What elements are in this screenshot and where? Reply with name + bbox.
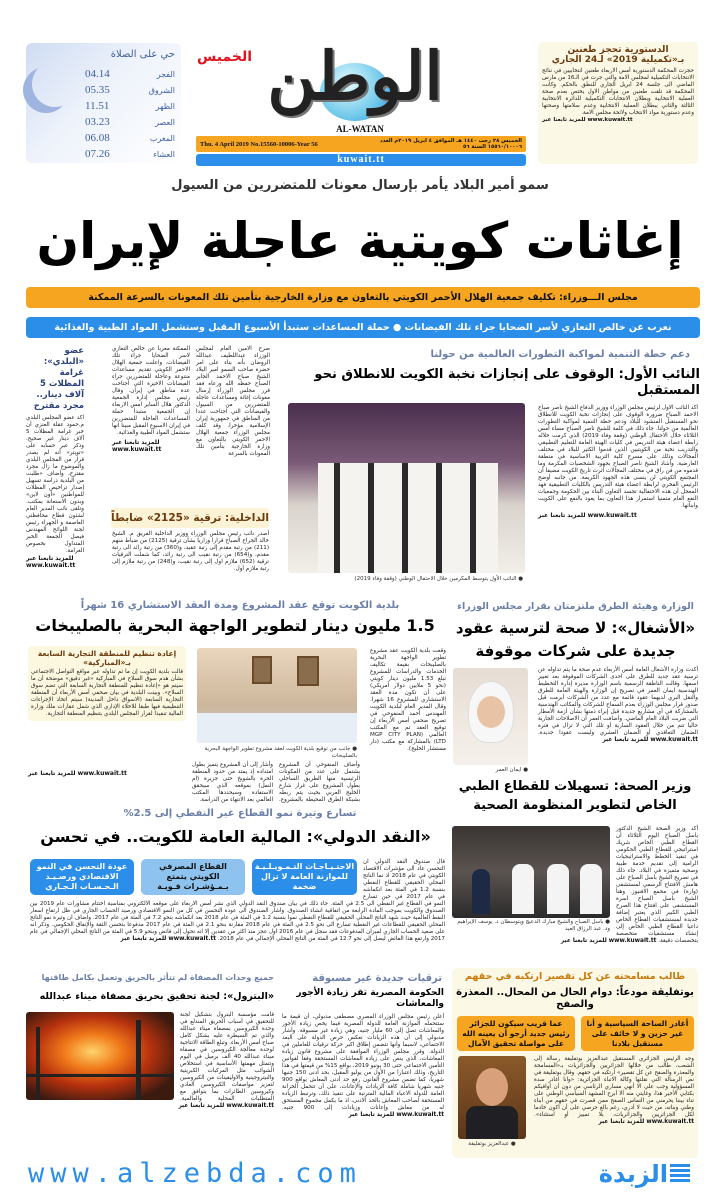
health-headline-1: وزير الصحة: تسهيلات للقطاع الطبي bbox=[458, 779, 692, 794]
deputy-body-block bbox=[538, 405, 698, 519]
prayer-row bbox=[85, 114, 175, 130]
imf-body: قال صندوق النقد الدولي ان التحسن عاد الى مؤشرات الاقتصاد الكويتي في عام 2018 اذ نما الناتج المحلي الحقيقي للقطاع النفطي بنسبة 1.2 في المئة بعد انكماشه في عام 2017 في حين تسارع النمو في القطاع غير النفطي الى 2.5 في المئة. جاء ذلك في بيان صندوق النقد الدولي الذي نشر أمس الاربعاء على موقعه الالكتروني بمناسبة اختتام مشاورات عام 2019 بين الصندوق والكويت بموجب المادة الرابعة من اتفاقية انشاء الصندوق. واشار الصندوق الى عودة التحسن في كل من النمو الاقتصادي ورصيد الحساب الجاري في ظل ارتفاع اسعار النفط العالمية حيث شهد الناتج المحلي الحقيقي للقطاع النفطي نموا بنسبة 1.2 في المئة في عام 2018 بعد انكماشه بنحو 7.2 في المئة في عام 2017. واضاف ان وتيرة نمو الناتج المحلي الحقيقي للقطاعات غير النفطية تسارع الى نحو 2.5 في المئة في عام 2018 مقارنة بنحو 2.1 في المئة في عام 2017 مدفوعا بتحسن الثقة والإنفاق الحكومي. وذكر انه على صعيد الحساب الجاري لميزان المدفوعات فقد سجل في عام 2016 اول عجز منذ اكثر من عقدين إلا انه تحول إلى فائض وبنحو 5.9 في المئة من الناتج المحلي الإجمالي في عام 2017 وارتفع هذا الفائض ليصل إلى نحو 12.7 في المئة من الناتج المحلي الإجمالي في عام 2018. bbox=[29, 859, 446, 942]
mubarakiya-title: إعادة تنظيم للمنطقة التجارية السابعة بـ«المباركية» bbox=[37, 649, 177, 667]
more-link[interactable]: للمزيد تابعنا عبر www.kuwait.tt bbox=[560, 938, 657, 944]
more-link[interactable]: للمزيد تابعنا عبر www.kuwait.tt bbox=[538, 512, 637, 519]
mubarakiya-body: قالت بلدية الكويت إن ما تم تداوله عبر مواقع التواصل الاجتماعي بشأن هدم سوق السلاح في المباركية «غير دقيق» موضحة أن ما سيتم هو «إعادة تنظيم للمنطقة التجارية السابعة التي تضم سوق السلاح». وبينت البلدية في بيان صحفي أمس الأربعاء أن المنطقة التجارية السابعة (الاسواق داخل المدينة) سيتم اتخاذ الإجراءات التنظيمية فيها طبقا للاخلاء الإداري الذي شمل عقارات ملك وزارة المالية تنفيذا لقرار المجلس البلدي بتنظيم المنطقة التجارية. bbox=[31, 669, 183, 717]
deputy-kicker: دعم خطة التنمية لمواكبة التطورات العالمية من حولنا bbox=[430, 349, 690, 360]
interior-box bbox=[111, 508, 269, 528]
refinery-body: قامت مؤسسة البترول بتشكيل لجنة للتحقيق في أسباب الحريق المندلع في وحدة الكيروسين بمصفاة ميناء عبدالله والذي تم السيطرة عليه بشكل كامل صباح أمس الأربعاء. وتبلغ الطاقة الانتاجية لوحدة معالجة الكيروسين في مصفاة ميناء عبدالله 40 ألف برميل في اليوم وتتمثل مهمتها الأساسية في استخلاص الشوائب مثل المركبات الكبريتية والنيتروجينية والاوليفينات من الكيروسين لتعزيز مواصفات الكيروسين العادي وكيروسين الطائرات بما يتوافق مع المتطلبات المحلية والعالمية. bbox=[180, 1012, 274, 1102]
lead-headline: إغاثات كويتية عاجلة لإيران bbox=[36, 212, 684, 270]
works-body-block bbox=[538, 667, 698, 744]
waterfront-caption: ● جانب من توقيع بلدية الكويت لعقد مشروع تطوير الواجهة البحرية بالصليبخات bbox=[204, 746, 357, 759]
egypt-story bbox=[282, 1014, 444, 1119]
waterfront-body-2: وأضاف المنفوحي أن المشروع يشتمل على عدد من المكونات الرئيسية منها الطريق الساحلي بطول المشروع على غرار شارع الخليج العربي بحيث يتم ربطه بشبكة الطرق المحيطة بالمشروع. وأشار إلى أن المشروع يتميز بطول امتداده إذ يمتد من حدود المنطقة الحرة بالشويخ حتى جزيرة (ام النمل) بموقعه الذي سيحقق الاستفادة وسيحددها المكتب العالمي بعد الانتهاء من الدراسة. bbox=[192, 762, 360, 803]
prayer-time: 05.35 bbox=[85, 84, 110, 96]
works-body: أكدت وزارة الأشغال العامة أمس الأربعاء عدم صحة ما يتم تداوله عن ترسية عقد جديد للطرق على احدى الشركات الموقوفة بعد تغيير اسمها. وقالت الناطقة الرسمية باسم الوزارة مديرة إدارة التخطيط الهندسية ايمان العمر في تصريح إن الوزارة والهيئة العامة للطرق والنقل البري لديهما عقود قائمة مع عدد من الشركات أبرمت قبل صدور قرار مجلس الوزراء بعدم السماح للشركات والمكاتب الهندسية بالمشاركة في أي مشاريع جديدة قبل إبراء ذمتها بشأن أزمة الأمطار التي ضربت البلاد العام الماضي. وأضافت العمر أن الاصلاحات الجارية حاليا تتم من خلال العقود السارية أو تلك التي لا تزال في فترة الضمان التعاقدي أو الضمان العشري وليست عقودا جديدة. bbox=[538, 667, 698, 736]
date-bar bbox=[196, 136, 526, 152]
works-caption: ● ايمان العمر bbox=[495, 767, 528, 773]
prayer-name: العصر bbox=[155, 117, 175, 127]
more-link[interactable]: للمزيد تابعنا عبر www.kuwait.tt bbox=[602, 737, 698, 743]
moon-icon bbox=[32, 61, 78, 107]
lead-subheadline: سمو أمير البلاد يأمر بإرسال معونات للمتضررين من السيول bbox=[171, 178, 549, 193]
imf-kicker: تسارع وتيرة نمو القطاع غير النفطي إلى 2.5% bbox=[123, 808, 357, 819]
more-link[interactable]: للمزيد تابعنا عبر www.kuwait.tt bbox=[348, 1112, 444, 1118]
bouteflika-body: وجه الرئيس الجزائري المستقيل عبدالعزيز بوتفليقة رسالة إلى الشعب، طالب من خلالها الجزائريين والجزائريات بـ«المسامحة والمعذرة والصفح عن كل تقصير» ارتكبه في حقهم. وقال بوتفليقة في نص الرسالة التي نقلتها وكالة الانباء الجزائرية: «وانا اغادر سدة المسؤولية وجب علي الا أنهي مساري الرئاسي من دون أن أوافيكم بكتابي الأخير هذا، وغايتي منه ألا أبرح المشهد السياسي الوطني على تناء بيننا يحرمني من التماس الصفح ممن قصرت في حقهم من أبناء وطني وبناته، من حيث لا أدري، رغم بالغ حرصي على أن أكون خادما لكل الجزائريين والجزائريات، بلا تمييز أو استثناء». bbox=[534, 1056, 694, 1118]
waterfront-body-1: وقعت بلدية الكويت عقد مشروع تطوير الواجهة البحرية بالصليبخات بقيمة تكاليف الخدمات والدراسات للمشروع تبلغ 1.53 مليون دينار كويتي (نحو 5 ملايين دولار امريكي) على أن تكون مدة العقد الاستشاري للمشروع 16 شهرا. وقال المدير العام لبلدية الكويت المهندس أحمد المنفوحي في تصريح صحفي أمس الأربعاء إن توقيع العقد تم مع المكتب العالمي (MGP CITY PLAN LTD) بالمشاركة مع مكتب (دار مستشار الخليج). bbox=[370, 648, 446, 752]
imf-boxes bbox=[30, 859, 357, 898]
day-label: الخميس bbox=[197, 49, 253, 65]
more-link[interactable]: للمزيد تابعنا عبر www.kuwait.tt bbox=[542, 116, 633, 123]
date-arabic: الخميس ٢٨ رجب ١٤٤٠ هـ الموافق ٤ ابريل ٢٠١٩م العدد ١٥٥٦٠/١٠٠٠٦ السنة ٥٦ bbox=[379, 137, 522, 150]
mubarakiya-box bbox=[28, 646, 186, 721]
interior-body: أصدر نائب رئيس مجلس الوزراء ووزير الداخلية الفريق م. الشيخ خالد الجراح الصباح قرارا وزاريا بشأن ترقية (2125) من ضباط منهم (211) من رتبة مقدم إلى رتبة عقيد، و(360) من رتبة رائد الى رتبة مقدم، و(654) من رتبة نقيب الى رتبة رائد، كما شملت الترقيات ترقية (652) ملازم اول إلى رتبة نقيب، و(248) من رتبة ملازم إلى رتبة ملازم أول. bbox=[112, 531, 269, 572]
imf-story bbox=[30, 859, 445, 943]
prayer-name: العشاء bbox=[153, 149, 175, 159]
refinery-story bbox=[26, 1012, 274, 1110]
refinery-headline: «البترول»: لجنة تحقيق بحريق مصفاة ميناء عبدالله bbox=[39, 991, 274, 1002]
more-link[interactable]: للمزيد تابعنا عبر www.kuwait.tt bbox=[112, 439, 162, 453]
lead-bar-orange: مجلس الـــوزراء: تكليف جمعية الهلال الأحمر الكويتي بالتعاون مع وزارة الخارجية بتأمين تلك المعونات بالسرعة الممكنة bbox=[26, 287, 700, 308]
bouteflika-quote-1: أغادر الساحة السياسية و أنا غير حزين و لا خائف على مستقبل بلادنا bbox=[581, 1016, 694, 1051]
lead-body-2-block bbox=[112, 346, 190, 453]
imf-box-3: عودة التحسن في النمو الاقتصادي ورصـيـد الـحـسـاب الـجـاري bbox=[30, 859, 134, 895]
health-figure bbox=[452, 826, 610, 932]
site-link[interactable]: kuwait.tt bbox=[196, 154, 526, 166]
bouteflika-story bbox=[534, 1056, 694, 1126]
works-headline-2: جديدة على شركات موقوفة bbox=[475, 642, 676, 660]
works-kicker: الوزارة وهيئة الطرق ملتزمتان بقرار مجلس الوزراء bbox=[457, 601, 694, 612]
latin-title: AL-WATAN bbox=[336, 124, 384, 134]
corner-title: الدستورية تحجز طعنين bbox=[567, 45, 669, 55]
prayer-list bbox=[85, 66, 175, 162]
imf-headline: «النقد الدولي»: المالية العامة للكويت.. في تحسن bbox=[40, 827, 431, 846]
footer-logo-bars-icon bbox=[670, 1164, 690, 1182]
deputy-body: اكد النائب الاول لرئيس مجلس الوزراء ووزير الدفاع الشيخ ناصر صباح الاحمد الصباح ضرورة الوقوف على إنجازات نخبة الكويت للانطلاق نحو المستقبل المنشود للبلاد ودعم خطة التنمية لمواكبة التطورات العالمية من حولنا. جاء ذلك في كلمة للشيخ ناصر الصباح مساء أمس الثلاثاء خلال الاحتفال الوطني (وقفة وفاء 2019) الذي كرمت خلاله رابطة اعضاء هيئة التدريس في كليات الهيئة العامة للتعليم التطبيقي والتدريب نخبة من الكويتيين الذين قدموا الكثير للبلاد في مختلف المجالات وذلك على مسرح كلية التربية الاساسية في منطقة العارضية. وأشاد الشيخ ناصر الصباح بجهود الشخصيات المكرمة وما قدموه من فن راق في مختلف المجالات أثرت تاريخ الكويت مضيفا أن المجتمع الكويتي لن ينسى هذه الجهود الكريمة. من جانبه أوضح الرئيس الفخري لرابطة اعضاء هيئة التدريس بالكليات التطبيقية فهد المعجل أن هذه الاحتفالية تجسد التعاون البناء بين الحكومة وجمعيات النفع العام متمنيا استمرار هذا التعاون بما يعود بالنفع على الكويت وابنائها. bbox=[538, 405, 698, 509]
lead-body-1: صرح الامين العام لمجلس الوزراء عبداللطيف عبدالله الروضان بأنه بناء على امر حضرة صاحب السمو امير البلاد الشيخ صباح الاحمد الجابر الصباح حفظه الله ورعاه فقد قرر مجلس الوزراء إرسال معونات إغاثة ومساعدات عاجلة للمتضررين من السيول والفيضانات التي اجتاحت عددا من المناطق في جمهورية إيران الإسلامية مؤخرا. وقد كلف مجلس الوزراء جمعية الهلال الاحمر الكويتي بالتعاون مع وزارة الخارجية بتأمين تلك المعونات بالسرعة bbox=[196, 346, 270, 457]
prayer-name: الظهر bbox=[155, 101, 175, 111]
prayer-row bbox=[85, 66, 175, 82]
corner-body: حجزت المحكمة الدستورية أمس الاربعاء طعنين انتخابيين في نتائج الانتخابات التكميلية لمجلس الامة والتي جرت في الـ16 من مارس الماضي الى جلسة 24 ابريل الجاري للنطق بالحكم. وكانت المحكمة قد تلقت طعنين من مواطن الاول يختص بعدم صحة العملية الانتخابية وبطلان الانتخابات التكميلية للدائرة الانتخابية الثالثة والثاني ببطلان العملية الانتخابية وعدم سلامتها وصحتها وعدم دستورية مواد الانتخاب ولائحة مجلس الامة. bbox=[542, 67, 694, 116]
date-english: Thu. 4 April 2019 No.15560-10006-Year 56 bbox=[200, 140, 318, 148]
footer-site[interactable]: www.alzebda.com bbox=[28, 1158, 362, 1189]
deputy-headline: النائب الأول: الوقوف على إنجازات نخبة الكويت للانطلاق نحو المستقبل bbox=[314, 367, 700, 398]
prayer-time: 07.26 bbox=[85, 148, 110, 160]
works-photo bbox=[453, 668, 528, 765]
deputy-caption: ● النائب الأول يتوسط المكرمين خلال الاحتفال الوطني (وقفة وفاء 2019) bbox=[354, 576, 523, 582]
footer-logo-text: الزبدة bbox=[598, 1160, 668, 1188]
prayer-time: 11.51 bbox=[85, 100, 110, 112]
masthead-logo bbox=[197, 37, 485, 125]
imf-box-1: الاحتـيـاجـات التـمـويـلـيـة للموازنة العامة لا تزال ضخمة bbox=[252, 859, 357, 895]
prayer-row bbox=[85, 98, 175, 114]
municipal-member-body: اكد عضو المجلس البلدي م.حمود عقلة العنزي أن خبر غرامة المظلات 5 آلاف دينار غير صحيح. وذكر عبر حسابه على «تويتر» أنه لم يصدر قرار من المجلس البلدي والموضوع ما زال مجرد مقترح، وأضاف «طلبت من البلدية دراسة تسهيل إصدار تراخيص المظلات للمواطنين «أون لاين» وبدون الاستعانة بمكتب. وتلقى نائب المدير العام لشئون قطاع محافظتي العاصمة و الجهراء رئيس لجنة اللوائح المهندس فيصل الجمعة الخبر المتداول بخصوص الغرامة. bbox=[26, 415, 84, 554]
prayer-row bbox=[85, 130, 175, 146]
health-caption: ● باسل الصباح والشيخ مبارك الدعيج ويتوسطان د. يوسف الإبراهيم ود. عبد الرزاق العيد bbox=[457, 919, 610, 932]
prayer-name: المغرب bbox=[149, 133, 175, 143]
bouteflika-caption: ● عبدالعزيز بوتفليقة bbox=[468, 1141, 516, 1147]
bouteflika-headline: بوتفليقة مودعاً: دوام الحال من المحال.. المعذرة والصفح bbox=[456, 987, 694, 1010]
municipal-member-headline: عضو «البلدي»: غرامة المظلات 5 آلاف دينار.. مجرد مقترح bbox=[33, 346, 84, 411]
more-link[interactable]: للمزيد تابعنا عبر www.kuwait.tt bbox=[28, 770, 127, 777]
waterfront-photo bbox=[197, 648, 357, 743]
bouteflika-kicker: طالب مسامحته عن كل تقصير ارتكبه في حقهم bbox=[464, 971, 686, 982]
prayer-row bbox=[85, 146, 175, 162]
prayer-times-box bbox=[26, 43, 181, 163]
prayer-time: 06.08 bbox=[85, 132, 110, 144]
prayer-name: الشروق bbox=[148, 85, 175, 95]
egypt-kicker: ترقيات جديدة غير مسبوقة bbox=[312, 973, 442, 984]
lead-body-2: الممكنة معربا عن خالص التعازي لاسر الضحايا جراء تلك الفيضانات. واعلنت جمعية الهلال الاحمر الكويتي تقديم مساعدات متنوعة وعاجلة للمتضررين جراء الفيضانات الاخيرة التي اجتاحت عدة مناطق في إيران. وقال رئيس مجلس إدارة الجمعية الدكتور هلال الساير امس الاربعاء إن الجمعية ستبدأ حملة المساعدات العاجلة للمتضررين في إيران الاسبوع المقبل مبينا انها ستشمل المواد الطبية والغذائية. bbox=[112, 346, 190, 436]
bouteflika-quote-2: عما قريب سيكون للجزائر رئيس جديد أرجو أن يعينه الله على مواصلة تحقيق الآمال bbox=[457, 1016, 575, 1051]
health-headline-2: الخاص لتطوير المنظومة الصحية bbox=[473, 798, 677, 813]
prayer-name: الفجر bbox=[156, 69, 175, 79]
imf-box-2: القطاع المصرفي الكويتي يتمتع بـمـؤشـرات قـويـة bbox=[141, 859, 245, 895]
waterfront-kicker: بلدية الكويت توقع عقد المشروع ومدة العقد الاستشاري 16 شهراً bbox=[80, 600, 400, 611]
logo-text: الوطن bbox=[267, 37, 443, 115]
corner-story bbox=[538, 42, 698, 164]
footer-logo bbox=[592, 1160, 692, 1193]
municipal-member-story bbox=[26, 346, 84, 569]
health-photo bbox=[452, 826, 610, 918]
health-story bbox=[452, 826, 698, 945]
bouteflika-photo bbox=[458, 1056, 526, 1139]
more-link[interactable]: للمزيد تابعنا عبر www.kuwait.tt bbox=[26, 555, 76, 569]
prayer-row bbox=[85, 82, 175, 98]
interior-headline: الداخلية: ترقية «2125» ضابطاً bbox=[111, 512, 269, 524]
more-link[interactable]: للمزيد تابعنا عبر www.kuwait.tt bbox=[178, 1103, 274, 1109]
works-headline-1: «الأشغال»: لا صحة لترسية عقود bbox=[455, 619, 696, 637]
refinery-photo bbox=[26, 1012, 174, 1100]
egypt-body: أعلن رئيس مجلس الوزراء المصري مصطفى مدبولي، أن قيمة ما ستتحمله الموازنة العامة للدولة المصرية فيما يخص زيادة الأجور والمعاشات تصل إلى 60 مليار جنيه، وهي زيادة غير مسبوقة. وأشار مدبولي إلى أن هذه الزيادات تعكس حرص الدولة على البعد الاجتماعي، لاسيما وأنها تتضمن إطلاق اكبر حركة ترقيات للعاملين في الدولة. وقرر مجلس الوزراء الموافقة على مشروع قانون زيادة المعاشات، الذي ينص على زيادة المعاشات المستحقة وفقا لقوانين التأمين الاجتماعي حتى 30 يونيو 2019، بواقع 15% من قيمتها في هذا التاريخ، وذلك اعتبارا من الأول من يوليو المقبل، بحد ادنى 150 جنيها شهريا، كما تضمن مشروع القانون رفع حد أدنى المعاش بواقع 900 جنيه شهريا شاملة كافة الزيادات والإعانات، على أن تتحمل الخزانة العامة للدولة الاعباء المالية المترتبة على تنفيذ ذلك، وترتبط الزيادة المستحقة لصاحب المعاش بالحد الادنى، اذ ما يكمل مجموع المستحق له من معاش وإعانات وزيادات إلى 900 جنيه. bbox=[282, 1014, 445, 1111]
egypt-headline: الحكومة المصرية تقر زيادة الأجور والمعاشات bbox=[296, 988, 444, 1009]
more-link[interactable]: للمزيد تابعنا عبر www.kuwait.tt bbox=[120, 936, 217, 942]
refinery-kicker: جميع وحدات المصفاة لم تتأثر بالحريق وتعمل بكامل طاقتها bbox=[41, 973, 274, 982]
more-link[interactable]: للمزيد تابعنا عبر www.kuwait.tt bbox=[598, 1119, 694, 1125]
corner-title-2: بـ«تكميلية 2019» لـ24 الجاري bbox=[551, 55, 685, 66]
prayer-title: حي على الصلاة bbox=[110, 49, 175, 60]
deputy-photo bbox=[288, 403, 525, 573]
lead-bar-blue: نعرب عن خالص التعازي لأسر الضحايا جراء تلك الفيضانات ● حملة المساعدات ستبدأ الأسبوع المقبل وستشمل المواد الطبية والغذائية bbox=[26, 317, 700, 338]
waterfront-headline: 1.5 مليون دينار لتطوير الواجهة البحرية بالصليبخات bbox=[35, 616, 435, 635]
prayer-time: 03.23 bbox=[85, 116, 110, 128]
health-body: أكد وزير الصحة الشيخ الدكتور باسل الصباح اليوم الثلاثاء أن القطاع الطبي الخاص شريك استراتيجي للقطاع الطبي الحكومي في تنفيذ الخطط والاستراتيجيات الرامية إلى تقديم خدمة طبية وصحية متميزة في البلاد. جاء ذلك في تصريح الشيخ باسل الصباح على هامش الافتتاح الرسمي لمستشفى (وارة) في مجمع الافنيوز. وهنأ الشيخ باسل الصباح اسرة المستشفى على افتتاح هذا الصرح الطبي الكبير الذي يعتبر إضافة جديدة لمستشفيات القطاع الخاص داعيا القطاع الطبي الخاص إلى إنشاء مستشفيات متخصصة بتخصصات دقيقة. bbox=[616, 826, 698, 944]
prayer-time: 04.14 bbox=[85, 68, 110, 80]
